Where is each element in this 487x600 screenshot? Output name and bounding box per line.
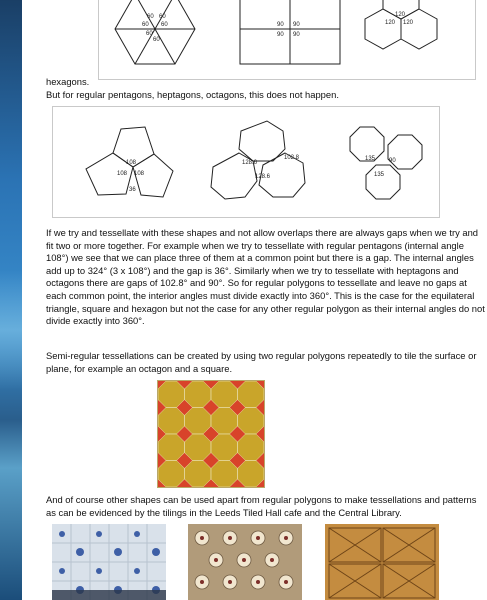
octagon-angle-label: 135: [365, 156, 376, 162]
hexagon-angle-label: 120: [403, 20, 414, 26]
pentagon-angle-label: 108: [126, 160, 137, 166]
heptagon-angle-label: 128.6: [242, 160, 258, 166]
triangle-angle-label: 60: [161, 22, 168, 28]
octagon-tile: [185, 381, 212, 408]
window-left-edge: [0, 0, 22, 600]
square-angle-label: 90: [277, 22, 284, 28]
square-angle-label: 90: [277, 32, 284, 38]
triangle-angle-label: 60: [146, 31, 153, 37]
irregular-gaps-diagram: [53, 107, 439, 217]
octagon-tile: [211, 434, 238, 461]
octagon-angle-label: 90: [389, 158, 396, 164]
octagon-square-tiling-image: [157, 380, 265, 488]
pentagon-angle-label: 108: [134, 171, 145, 177]
heptagon-angle-label: 102.8: [284, 155, 300, 161]
octagon-tile: [185, 434, 212, 461]
octagon-tile: [238, 434, 265, 461]
octagon-tile: [211, 381, 238, 408]
pentagon-angle-label: 108: [117, 171, 128, 177]
octagon-tile: [158, 434, 185, 461]
wood-parquet-tiles-photo: [325, 524, 439, 600]
triangle-angle-label: 60: [153, 37, 160, 43]
hexagon-floor-tiles-photo: [188, 524, 302, 600]
octagons-shape: [350, 127, 422, 199]
article-content: [22, 0, 487, 600]
octagon-tile: [158, 461, 185, 488]
octagon-tile: [185, 461, 212, 488]
hexagon-angle-label: 120: [385, 20, 396, 26]
squares-grid-shape: [240, 0, 340, 64]
pentagon-angle-label: 36: [129, 187, 136, 193]
regular-tessellation-figure: [98, 0, 476, 80]
octagon-tile: [238, 408, 265, 435]
gaps-explanation-paragraph: If we try and tessellate with these shapes and not allow overlaps there are always gaps when we try and fit two or more together. For example when we try to tessellate with regular pentagons (internal angle 108°) we see that we can place three of them at a common point but there is a gap. The internal angles add up to 324° (3 x 108°) and the gap is 36°. Similarly when we try to tessellate with heptagons and octagons there are gaps of 102.8° and 90°. So for regular polygons to tessellate and leave no gaps at each common point, the interior angles must divide exactly into 360°. This is the case for the equilateral triangle, square and hexagon but not the case for any other regular polygon as their internal angles do not divide exactly into 360°.: [46, 227, 485, 327]
non-tessellating-intro: But for regular pentagons, heptagons, octagons, this does not happen.: [46, 89, 339, 100]
gaps-figure: [52, 106, 440, 218]
octagon-tile: [158, 381, 185, 408]
triangles-hexagon-shape: [115, 0, 195, 64]
semi-regular-paragraph: Semi-regular tessellations can be created by using two regular polygons repeatedly to tile the surface or plane, for example an octagon and a square.: [46, 350, 477, 374]
octagon-tile: [185, 408, 212, 435]
triangle-angle-label: 60: [142, 22, 149, 28]
square-angle-label: 90: [293, 32, 300, 38]
triangle-angle-label: 60: [159, 14, 166, 20]
hexagons-line: hexagons.: [46, 76, 90, 87]
hexagon-angle-label: 120: [395, 12, 406, 18]
hexagons-cluster-shape: [365, 0, 437, 49]
regular-polygons-diagram: [99, 0, 475, 79]
other-shapes-paragraph: And of course other shapes can be used apart from regular polygons to make tessellations and patterns as can be evidenced by the tilings in the Leeds Tiled Hall cafe and the Central Library.: [46, 494, 477, 518]
triangle-angle-label: 60: [147, 14, 154, 20]
octagon-tile: [211, 408, 238, 435]
octagon-tile: [211, 461, 238, 488]
blue-floral-tiles-photo: [52, 524, 166, 600]
octagon-tile: [158, 408, 185, 435]
octagon-tile: [238, 461, 265, 488]
square-angle-label: 90: [293, 22, 300, 28]
heptagon-angle-label: 128.6: [255, 174, 271, 180]
octagon-angle-label: 135: [374, 172, 385, 178]
octagon-tile: [238, 381, 265, 408]
